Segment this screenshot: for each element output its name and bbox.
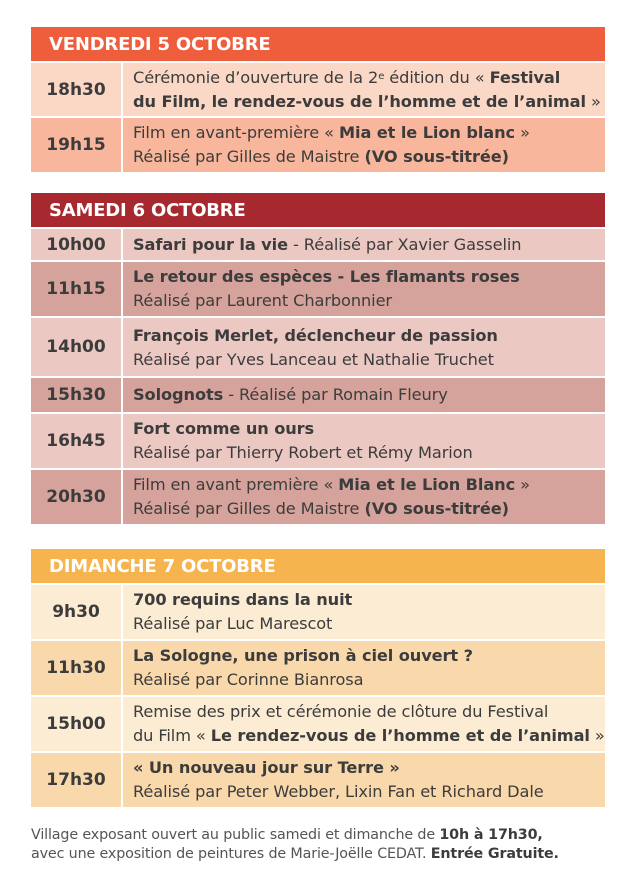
event-line-1: Cérémonie d’ouverture de la 2e édition du « Festival: [133, 68, 561, 87]
event-title: François Merlet, déclencheur de passion: [133, 326, 498, 345]
event-time: 20h30: [31, 470, 123, 524]
event-row: [31, 61, 605, 116]
footer-note: [31, 826, 611, 864]
day-friday: [31, 27, 605, 172]
event-credit: Réalisé par Thierry Robert et Rémy Marion: [133, 442, 473, 462]
event-description: [123, 753, 605, 807]
day-header: VENDREDI 5 OCTOBRE: [31, 27, 605, 61]
event-time: 18h30: [31, 63, 123, 116]
event-time: 16h45: [31, 414, 123, 468]
event-row: [31, 639, 605, 695]
event-time: 15h00: [31, 697, 123, 751]
event-title: La Sologne, une prison à ciel ouvert ?: [133, 646, 473, 665]
event-line-1: Remise des prix et cérémonie de clôture du Festival: [133, 702, 549, 721]
event-row: [31, 751, 605, 807]
event-time: 17h30: [31, 753, 123, 807]
event-description: Safari pour la vie - Réalisé par Xavier Gasselin: [133, 235, 522, 254]
event-line-1: Film en avant-première « Mia et le Lion blanc »: [133, 123, 530, 142]
event-title: Fort comme un ours: [133, 419, 315, 438]
event-description: [123, 318, 605, 376]
event-credit: Réalisé par Luc Marescot: [133, 613, 333, 633]
event-row: [31, 316, 605, 376]
event-time: 19h15: [31, 118, 123, 172]
event-credit: Réalisé par Laurent Charbonnier: [133, 290, 392, 310]
day-header: DIMANCHE 7 OCTOBRE: [31, 549, 605, 583]
event-time: 15h30: [31, 378, 123, 412]
event-line-2: Réalisé par Gilles de Maistre (VO sous-titrée): [133, 498, 509, 518]
event-title: Le retour des espèces - Les flamants roses: [133, 267, 520, 286]
event-row: [31, 260, 605, 316]
event-row: [31, 116, 605, 172]
event-time: 14h00: [31, 318, 123, 376]
event-row: [31, 583, 605, 639]
event-row: [31, 376, 605, 412]
day-saturday: [31, 193, 605, 524]
event-row: [31, 227, 605, 260]
event-description: [123, 585, 605, 639]
event-row: [31, 412, 605, 468]
event-time: 9h30: [31, 585, 123, 639]
event-description: [123, 118, 605, 172]
event-description: [123, 470, 605, 524]
event-row: [31, 695, 605, 751]
event-credit: Réalisé par Yves Lanceau et Nathalie Truchet: [133, 349, 494, 369]
event-line-2: du Film « Le rendez-vous de l’homme et de l’animal »: [133, 725, 605, 745]
event-description: [123, 262, 605, 316]
event-time: 11h30: [31, 641, 123, 695]
event-row: [31, 468, 605, 524]
event-credit: Réalisé par Peter Webber, Lixin Fan et Richard Dale: [133, 781, 544, 801]
event-time: 11h15: [31, 262, 123, 316]
event-line-2: Réalisé par Gilles de Maistre (VO sous-titrée): [133, 146, 509, 166]
event-time: 10h00: [31, 229, 123, 260]
event-title: 700 requins dans la nuit: [133, 590, 353, 609]
footer-line-1: Village exposant ouvert au public samedi et dimanche de 10h à 17h30,: [31, 827, 543, 843]
event-line-1: Film en avant première « Mia et le Lion Blanc »: [133, 475, 530, 494]
footer-line-2: avec une exposition de peintures de Marie-Joëlle CEDAT. Entrée Gratuite.: [31, 846, 559, 862]
day-sunday: [31, 549, 605, 807]
event-description: [123, 63, 609, 116]
event-description: [123, 414, 605, 468]
event-description: [123, 697, 613, 751]
event-title: « Un nouveau jour sur Terre »: [133, 758, 400, 777]
event-description: [123, 641, 605, 695]
event-line-2: du Film, le rendez-vous de l’homme et de l’animal »: [133, 91, 601, 111]
event-description: Solognots - Réalisé par Romain Fleury: [133, 385, 448, 404]
event-credit: Réalisé par Corinne Bianrosa: [133, 669, 364, 689]
day-header: SAMEDI 6 OCTOBRE: [31, 193, 605, 227]
